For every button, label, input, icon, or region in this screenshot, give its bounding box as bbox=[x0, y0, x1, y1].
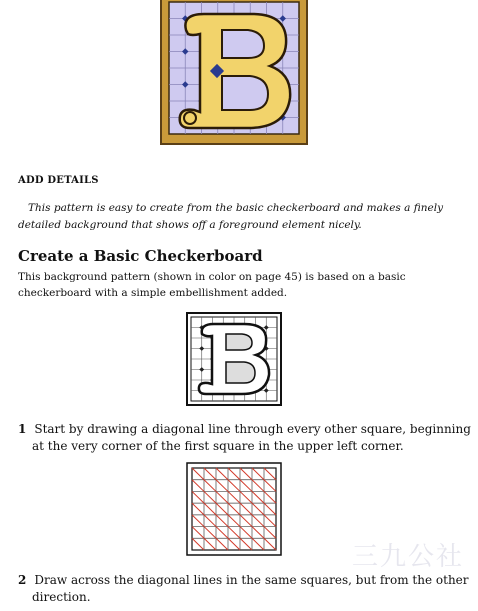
watermark-logo: 三九公社 bbox=[351, 542, 464, 572]
step-1 bbox=[18, 421, 472, 454]
step-2 bbox=[18, 572, 472, 605]
step-1-text: Start by drawing a diagonal line through every other square, beginning at the very corner of the first square in the upper left corner. bbox=[32, 422, 471, 453]
section-heading: Create a Basic Checkerboard bbox=[18, 247, 263, 265]
step-1-number: 1 bbox=[18, 422, 27, 436]
intro-paragraph: This pattern is easy to create from the basic checkerboard and makes a finely detailed background that shows off a foreground element nicely. bbox=[18, 202, 444, 231]
section-label: ADD DETAILS bbox=[18, 175, 99, 186]
body-paragraph: This background pattern (shown in color on page 45) is based on a basic checkerboard with a simple embellishment added. bbox=[18, 271, 406, 299]
step-2-number: 2 bbox=[18, 573, 27, 587]
step-2-text: Draw across the diagonal lines in the same squares, but from the other direction. bbox=[32, 573, 469, 604]
bw-letter-b-illustration bbox=[186, 312, 282, 406]
diagonal-grid-illustration bbox=[186, 462, 282, 556]
color-letter-b-illustration bbox=[160, 0, 308, 146]
